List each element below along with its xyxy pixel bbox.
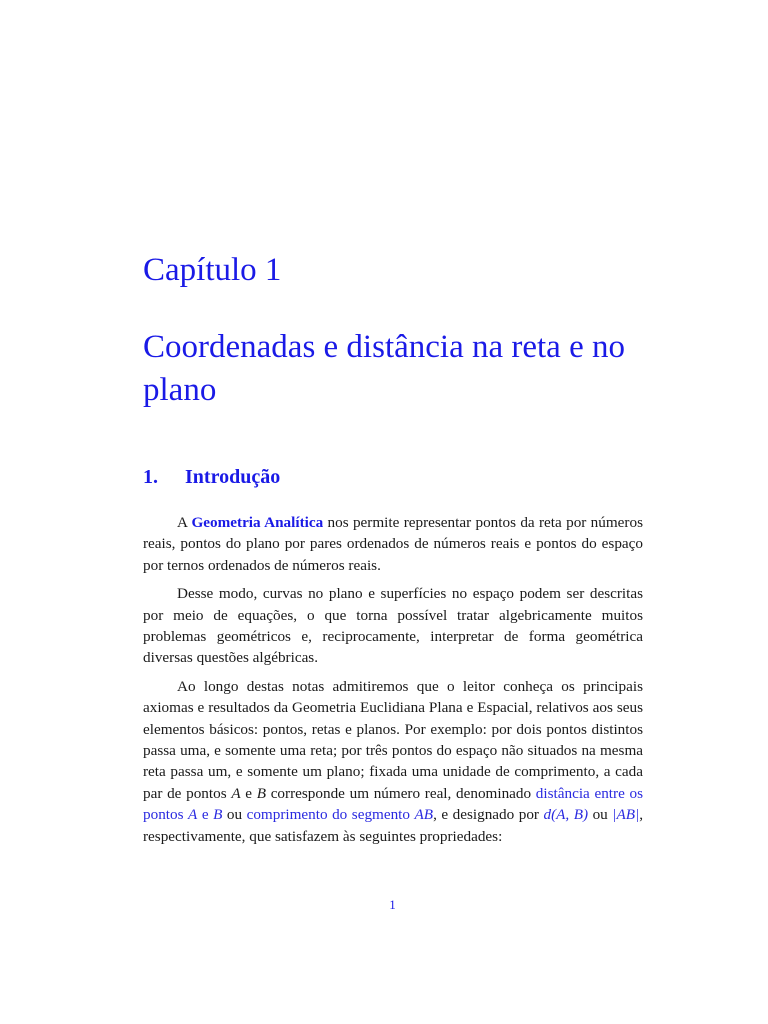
paragraph-text: nos permite representar pontos da reta por números reais, pontos do plano por pares ordenados de números reais e pontos do espaço por ternos ordenados de números reais. <box>143 514 643 574</box>
paragraph-2: Desse modo, curvas no plano e superfícies no espaço podem ser descritas por meio de equações, o que torna possível tratar algebricamente muitos problemas geométricos e, reciprocamente, interpretar de forma geométrica diversas questões algébricas. <box>143 585 643 667</box>
paragraph-text: ou <box>222 806 247 824</box>
paragraph-text: , respectivamente, que satisfazem às seguintes propriedades: <box>143 806 643 845</box>
notation-distance[interactable]: d(A, B) <box>543 806 589 824</box>
term-geometria-analitica[interactable]: Geometria Analítica <box>191 514 324 531</box>
paragraph-text: A <box>177 514 192 531</box>
chapter-title: Coordenadas e distância na reta e no plano <box>143 329 625 408</box>
paragraph-text: , e designado por <box>433 806 544 824</box>
math-a: A <box>188 806 198 824</box>
link-text: comprimento do segmento <box>246 806 415 824</box>
notation-length[interactable]: |AB| <box>612 806 640 824</box>
paragraph-text: corresponde um número real, denominado <box>266 784 536 802</box>
paragraph-text: Ao longo destas notas admitiremos que o leitor conheça os principais axiomas e resultados da Geometria Euclidiana Plana e Espacial, relativos aos seus elementos básicos: pontos, retas e planos. Por exemplo: por dois pontos distintos passa uma, e somente uma reta; por três pontos do espaço não situados na mesma reta passa um, e somente um plano; fixada uma unidade de comprimento, a cada par de pontos <box>143 677 643 802</box>
paragraph-text: e <box>240 784 257 802</box>
chapter-label: Capítulo 1 <box>143 252 282 288</box>
section-heading <box>143 466 280 489</box>
math-ab: AB <box>414 806 434 824</box>
math-b: B <box>256 784 266 802</box>
math-b: B <box>213 806 223 824</box>
page-number: 1 <box>389 897 396 912</box>
paragraph-3 <box>143 676 643 847</box>
paragraph-1 <box>143 512 643 576</box>
section-number: 1. <box>143 466 158 488</box>
paragraph-text: ou <box>588 806 613 824</box>
section-title: Introdução <box>185 466 281 488</box>
link-text: distância entre os pontos <box>143 784 644 824</box>
math-a: A <box>231 784 241 802</box>
link-text: e <box>197 806 214 824</box>
body-text <box>143 512 643 854</box>
link-comprimento[interactable] <box>247 806 433 823</box>
